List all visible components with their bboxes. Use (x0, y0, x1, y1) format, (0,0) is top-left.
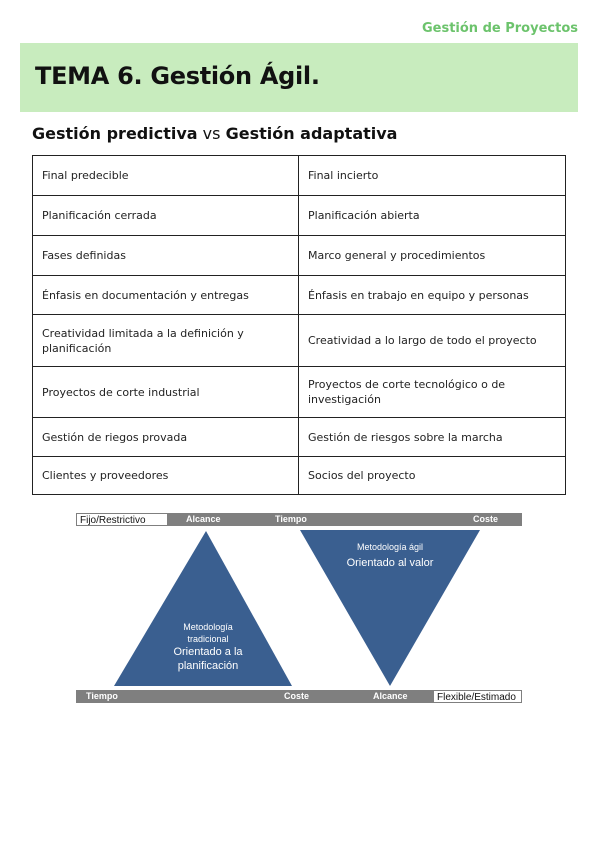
predictive-cell: Fases definidas (33, 236, 299, 276)
bottom-coste-label: Coste (284, 691, 310, 701)
table-row (33, 457, 566, 495)
top-alcance-label: Alcance (186, 514, 221, 524)
table-row (33, 315, 566, 367)
predictive-cell: Planificación cerrada (33, 196, 299, 236)
traditional-text (148, 621, 268, 673)
table-row (33, 276, 566, 315)
flexible-estimated-label: Flexible/Estimado (433, 690, 522, 703)
predictive-cell: Proyectos de corte industrial (33, 367, 299, 418)
adaptive-cell: Creatividad a lo largo de todo el proyecto (299, 315, 566, 367)
adaptive-cell: Proyectos de corte tecnológico o de investigación (299, 367, 566, 418)
fixed-restrictive-label: Fijo/Restrictivo (76, 513, 168, 526)
predictive-cell: Creatividad limitada a la definición y planificación (33, 315, 299, 367)
adaptive-cell: Marco general y procedimientos (299, 236, 566, 276)
agile-line1: Metodología ágil (356, 542, 424, 552)
bottom-tiempo-label: Tiempo (86, 691, 118, 701)
traditional-line4: planificación (177, 660, 239, 672)
traditional-line1: Metodología (183, 622, 233, 632)
adaptive-cell: Énfasis en trabajo en equipo y personas (299, 276, 566, 315)
comparison-table (32, 155, 566, 495)
agile-line2: Orientado al valor (346, 557, 434, 569)
predictive-cell: Gestión de riegos provada (33, 418, 299, 457)
flexible-estimates-bar (76, 690, 522, 703)
section-subtitle (32, 124, 397, 143)
table-row (33, 236, 566, 276)
subtitle-right-term: Gestión adaptativa (225, 124, 398, 143)
predictive-cell: Énfasis en documentación y entregas (33, 276, 299, 315)
traditional-line2: tradicional (187, 634, 229, 644)
bottom-alcance-label: Alcance (373, 691, 408, 701)
top-tiempo-label: Tiempo (275, 514, 307, 524)
title-banner (20, 43, 578, 112)
course-label: Gestión de Proyectos (421, 21, 578, 36)
adaptive-cell: Gestión de riesgos sobre la marcha (299, 418, 566, 457)
adaptive-cell: Planificación abierta (299, 196, 566, 236)
predictive-cell: Final predecible (33, 156, 299, 196)
page-title: TEMA 6. Gestión Ágil. (35, 62, 320, 90)
table-row (33, 367, 566, 418)
table-row (33, 418, 566, 457)
adaptive-cell: Final incierto (299, 156, 566, 196)
agile-text (316, 541, 464, 570)
table-row (33, 156, 566, 196)
table-row (33, 196, 566, 236)
subtitle-connector: vs (202, 124, 221, 143)
predictive-cell: Clientes y proveedores (33, 457, 299, 495)
top-coste-label: Coste (473, 514, 499, 524)
subtitle-left-term: Gestión predictiva (32, 124, 198, 143)
iron-triangle-diagram (76, 511, 524, 706)
adaptive-cell: Socios del proyecto (299, 457, 566, 495)
traditional-line3: Orientado a la (173, 646, 243, 658)
